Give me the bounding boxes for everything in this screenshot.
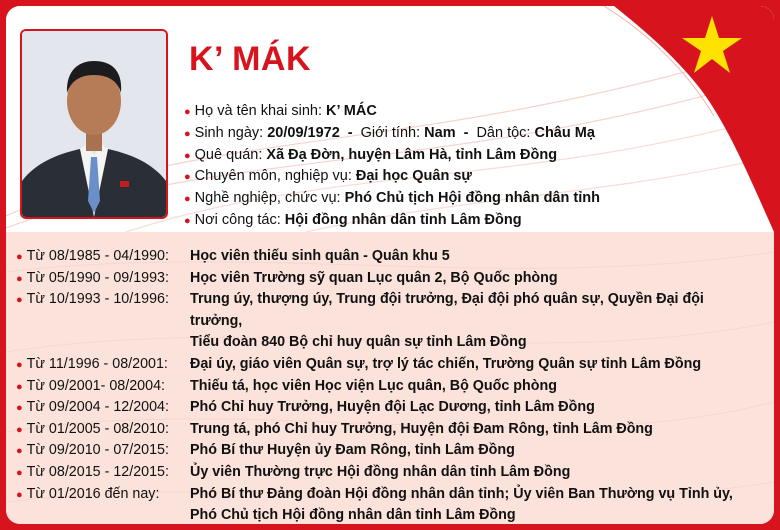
bullet-dot-icon: ● — [184, 149, 191, 162]
info-label: Quê quán: — [194, 146, 267, 163]
info-label: Họ và tên khai sinh: — [194, 103, 327, 119]
info-value: Phó Chủ tịch Hội đồng nhân dân tỉnh — [344, 190, 600, 207]
timeline-description: Trung úy, thượng úy, Trung đội trưởng, Đại đội phó quân sự, Quyền Đại đội trưởng, Tiểu đoàn 840 Bộ chỉ huy quân sự tỉnh Lâm Đồng — [190, 291, 704, 351]
separator: - — [463, 124, 469, 141]
info-birth-name — [184, 101, 600, 123]
timeline-description: Phó Bí thư Đảng đoàn Hội đồng nhân dân tỉnh; Ủy viên Ban Thường vụ Tỉnh ủy, Phó Chủ tịch Hội đồng nhân dân tỉnh Lâm Đồng — [190, 485, 733, 524]
timeline-item — [16, 440, 760, 462]
info-label: Nơi công tác: — [194, 211, 285, 228]
timeline-description: Học viên thiếu sinh quân - Quân khu 5 — [190, 248, 450, 264]
timeline-item — [16, 462, 760, 484]
timeline-item — [16, 246, 760, 268]
timeline-period: Từ 10/1993 - 10/1996: — [26, 291, 169, 308]
info-value: K’ MÁC — [326, 103, 377, 119]
timeline-description: Học viên Trường sỹ quan Lục quân 2, Bộ Quốc phòng — [190, 269, 558, 286]
flag-corner — [574, 6, 774, 232]
info-value: 20/09/1972 — [267, 124, 340, 141]
timeline-description: Trung tá, phó Chỉ huy Trưởng, Huyện đội Đam Rông, tỉnh Lâm Đồng — [190, 420, 653, 437]
timeline-period: Từ 09/2001- 08/2004: — [26, 377, 165, 394]
bullet-dot-icon: ● — [16, 251, 23, 263]
info-value: Xã Đạ Đờn, huyện Lâm Hà, tỉnh Lâm Đồng — [266, 146, 558, 163]
timeline-description: Đại úy, giáo viên Quân sự, trợ lý tác chiến, Trường Quân sự tỉnh Lâm Đồng — [190, 355, 702, 372]
bullet-dot-icon: ● — [184, 193, 191, 206]
portrait-photo — [20, 29, 168, 219]
timeline-item — [16, 289, 760, 354]
timeline-period: Từ 08/2015 - 12/2015: — [26, 463, 169, 480]
info-birth-gender-ethnicity — [184, 123, 600, 145]
career-timeline — [16, 246, 760, 524]
profile-card — [6, 6, 774, 524]
bullet-dot-icon: ● — [184, 171, 191, 184]
timeline-description: Phó Bí thư Huyện ủy Đam Rông, tỉnh Lâm Đồng — [190, 442, 515, 459]
timeline-period: Từ 11/1996 - 08/2001: — [26, 355, 168, 372]
timeline-item — [16, 419, 760, 441]
info-expertise — [184, 166, 600, 188]
bullet-dot-icon: ● — [16, 358, 23, 371]
separator: - — [347, 124, 353, 141]
timeline-period: Từ 01/2016 đến nay: — [26, 485, 160, 502]
portrait-image — [22, 31, 166, 217]
bullet-dot-icon: ● — [184, 127, 191, 140]
bullet-dot-icon: ● — [16, 402, 23, 415]
timeline-item — [16, 376, 760, 398]
header-panel — [6, 6, 774, 232]
info-value: Châu Mạ — [534, 124, 595, 141]
info-label: Giới tính: — [360, 124, 425, 141]
person-name: K’ MÁK — [189, 40, 311, 78]
personal-info-list — [184, 101, 600, 232]
bullet-dot-icon: ● — [16, 466, 23, 479]
bullet-dot-icon: ● — [16, 445, 23, 458]
info-label: Dân tộc: — [476, 124, 535, 141]
info-label: Nghề nghiệp, chức vụ: — [194, 190, 345, 207]
timeline-description: Phó Chỉ huy Trưởng, Huyện đội Lạc Dương, tỉnh Lâm Đồng — [190, 399, 595, 416]
info-label: Sinh ngày: — [194, 124, 268, 141]
timeline-item — [16, 397, 760, 419]
timeline-description: Ủy viên Thường trực Hội đồng nhân dân tỉnh Lâm Đồng — [190, 463, 571, 480]
timeline-item — [16, 484, 760, 524]
bullet-dot-icon: ● — [16, 423, 23, 436]
info-value: Hội đồng nhân dân tỉnh Lâm Đồng — [284, 211, 522, 228]
bullet-dot-icon: ● — [16, 380, 23, 393]
info-value: Nam — [424, 124, 456, 141]
bullet-dot-icon: ● — [16, 294, 23, 307]
info-hometown — [184, 145, 600, 167]
timeline-period: Từ 05/1990 - 09/1993: — [26, 269, 169, 286]
info-position — [184, 188, 600, 210]
timeline-period: Từ 01/2005 - 08/2010: — [26, 420, 169, 437]
bullet-dot-icon: ● — [16, 488, 23, 501]
bullet-dot-icon: ● — [184, 106, 191, 118]
timeline-description: Thiếu tá, học viên Học viện Lục quân, Bộ Quốc phòng — [190, 377, 557, 394]
timeline-item — [16, 354, 760, 376]
info-value: Đại học Quân sự — [355, 168, 472, 185]
info-workplace — [184, 210, 600, 232]
info-label: Chuyên môn, nghiệp vụ: — [194, 168, 356, 185]
bullet-dot-icon: ● — [16, 272, 23, 285]
timeline-period: Từ 09/2004 - 12/2004: — [26, 399, 169, 416]
timeline-period: Từ 09/2010 - 07/2015: — [26, 442, 169, 459]
timeline-item — [16, 268, 760, 290]
bullet-dot-icon: ● — [184, 214, 191, 227]
timeline-period: Từ 08/1985 - 04/1990: — [26, 248, 169, 264]
